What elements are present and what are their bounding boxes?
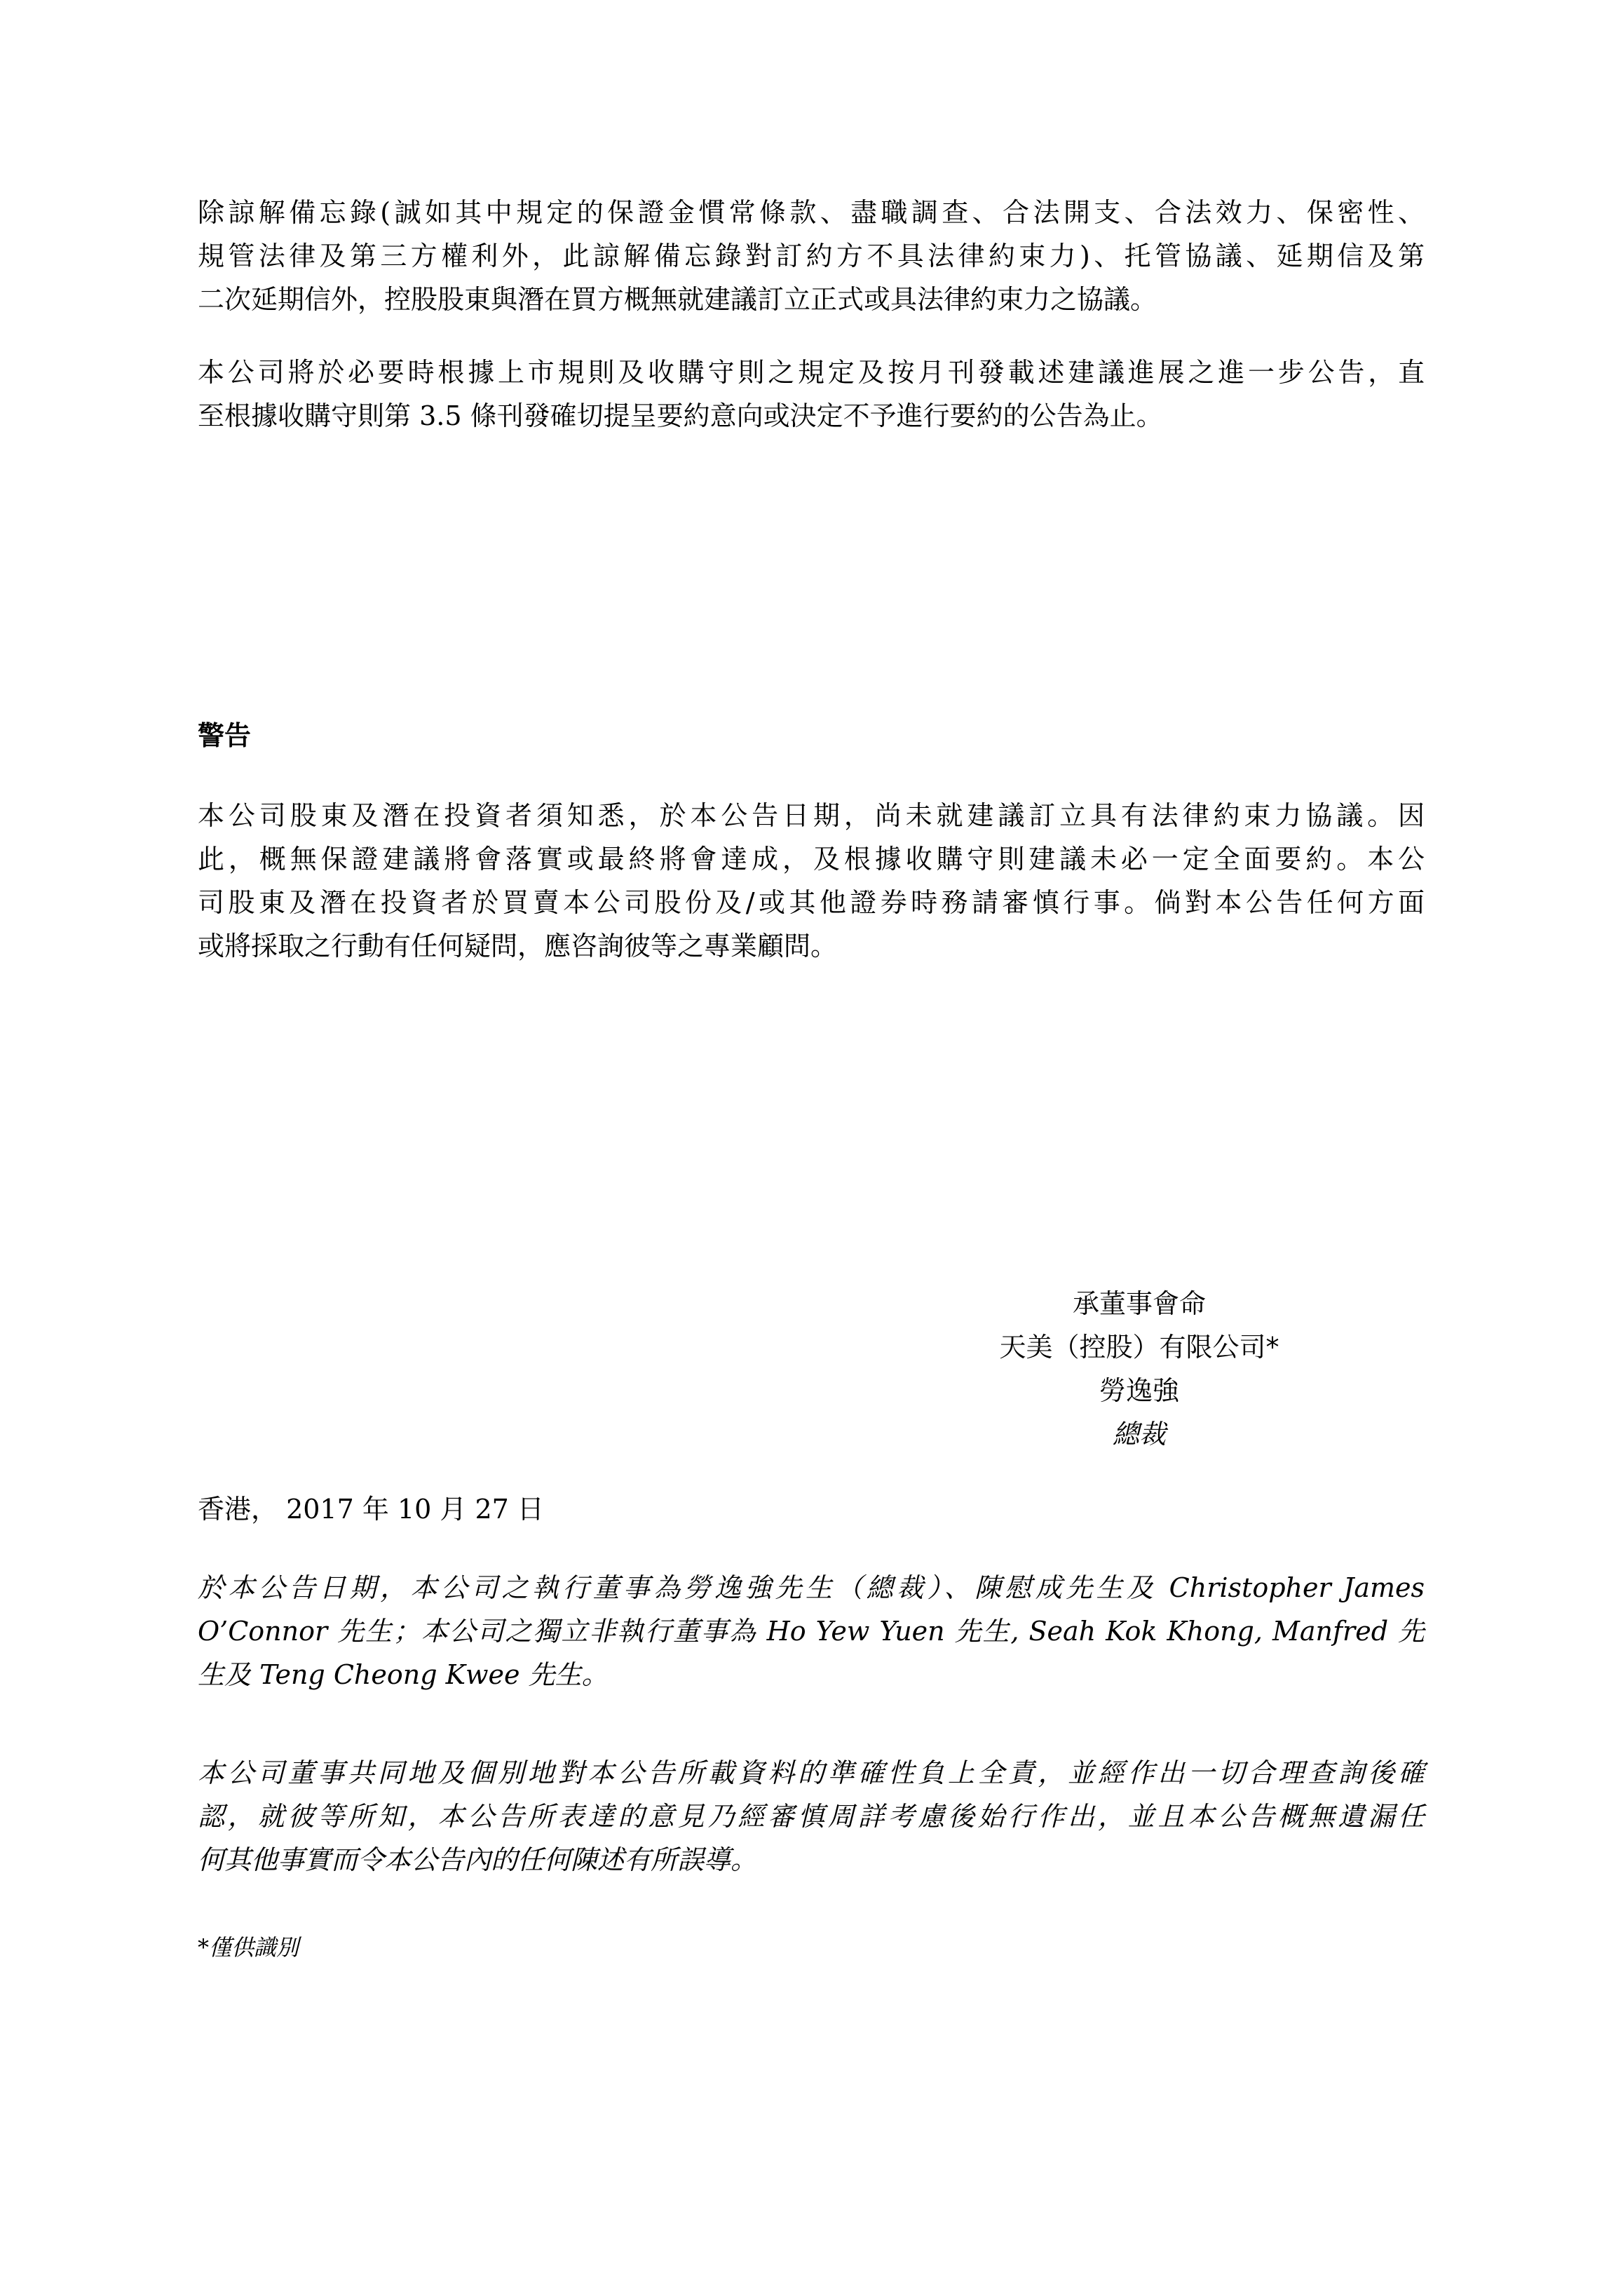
date-location: 香港， 2017 年 10 月 27 日 — [198, 1494, 544, 1525]
paragraph-line: 至根據收購守則第 3.5 條刊發確切提呈要約意向或決定不予進行要約的公告為止。 — [198, 400, 1163, 431]
directors-line: 於本公告日期，本公司之執行董事為勞逸強先生（總裁）、陳慰成先生及 Christopher James — [198, 1572, 1425, 1603]
responsibility-line: 本公司董事共同地及個別地對本公告所載資料的準確性負上全責，並經作出一切合理查詢後確 — [198, 1757, 1425, 1788]
warning-line: 或將採取之行動有任何疑問，應咨詢彼等之專業顧問。 — [198, 931, 838, 961]
paragraph-further-announcements — [198, 351, 1425, 438]
signatory-name: 勞逸強 — [1099, 1375, 1179, 1406]
paragraph-line: 本公司將於必要時根據上市規則及收購守則之規定及按月刊發載述建議進展之進一步公告，直 — [198, 357, 1425, 388]
warning-paragraph — [198, 794, 1425, 968]
paragraph-line: 二次延期信外，控股股東與潛在買方概無就建議訂立正式或具法律約束力之協議。 — [198, 284, 1157, 315]
paragraph-line: 除諒解備忘錄(誠如其中規定的保證金慣常條款、盡職調查、合法開支、合法效力、保密性、 — [198, 197, 1425, 228]
identification-footnote: *僅供識別 — [198, 1934, 299, 1961]
warning-line: 司股東及潛在投資者於買賣本公司股份及/或其他證券時務請審慎行事。倘對本公告任何方面 — [198, 887, 1425, 918]
company-name: 天美（控股）有限公司* — [999, 1332, 1279, 1363]
responsibility-line: 何其他事實而令本公告內的任何陳述有所誤導。 — [198, 1844, 758, 1875]
responsibility-statement — [198, 1751, 1425, 1882]
by-order-text: 承董事會命 — [1072, 1288, 1206, 1319]
paragraph-line: 規管法律及第三方權利外，此諒解備忘錄對訂約方不具法律約束力)、托管協議、延期信及第 — [198, 241, 1425, 271]
warning-heading: 警告 — [198, 720, 252, 751]
responsibility-line: 認，就彼等所知，本公告所表達的意見乃經審慎周詳考慮後始行作出，並且本公告概無遺漏任 — [198, 1801, 1425, 1832]
signatory-title: 總裁 — [1112, 1419, 1166, 1450]
directors-paragraph — [198, 1566, 1425, 1696]
signature-block — [929, 1282, 1350, 1456]
directors-line: 生及 Teng Cheong Kwee 先生。 — [198, 1659, 609, 1690]
directors-line: O’Connor 先生；本公司之獨立非執行董事為 Ho Yew Yuen 先生, Seah Kok Khong, Manfred 先 — [198, 1616, 1425, 1647]
paragraph-agreements — [198, 191, 1425, 321]
warning-line: 此，概無保證建議將會落實或最終將會達成，及根據收購守則建議未必一定全面要約。本公 — [198, 844, 1425, 874]
warning-line: 本公司股東及潛在投資者須知悉，於本公告日期，尚未就建議訂立具有法律約束力協議。因 — [198, 800, 1425, 831]
